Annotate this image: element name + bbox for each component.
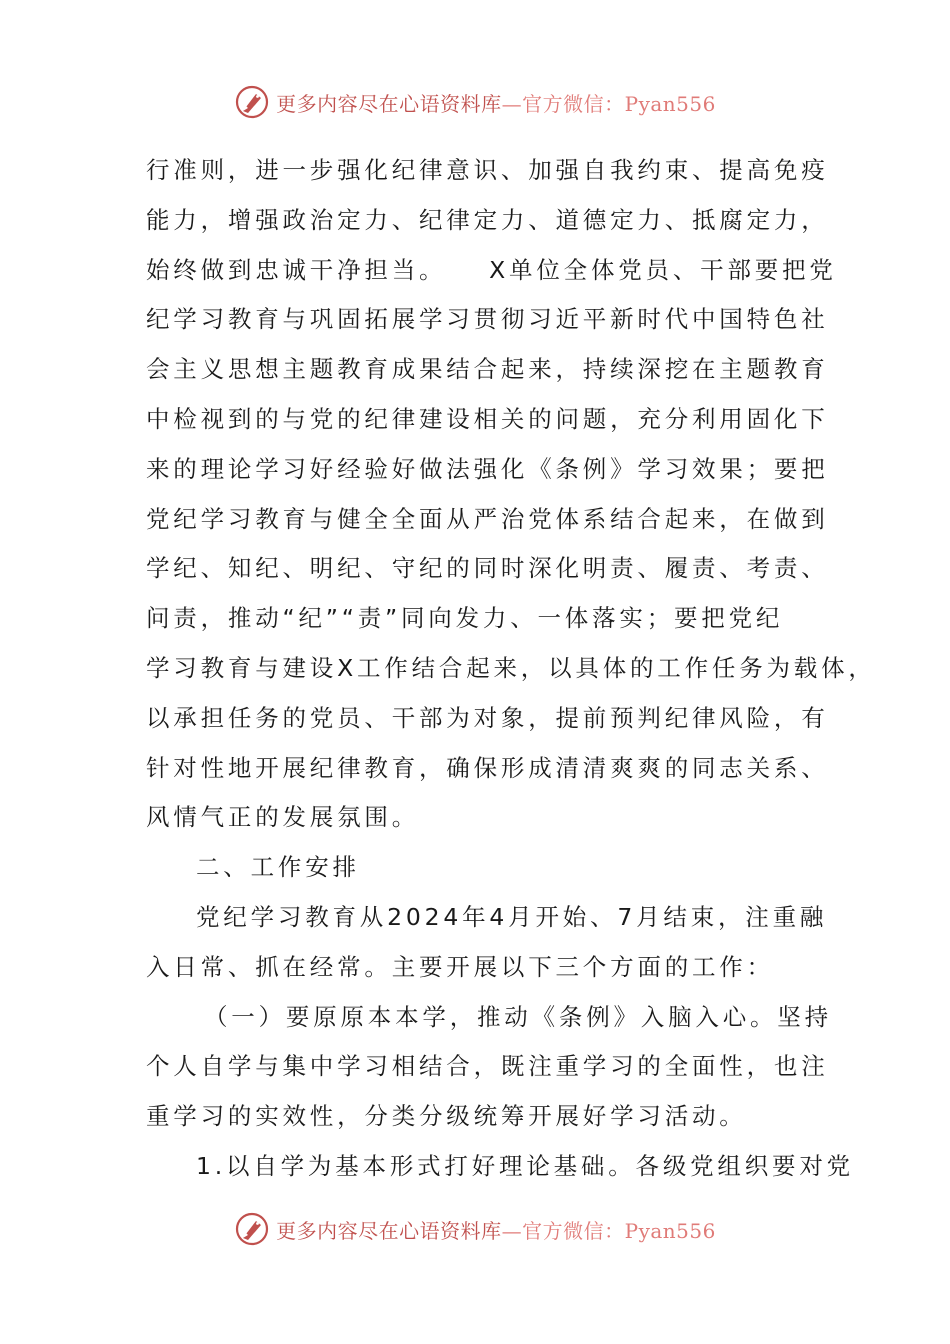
section-heading: 二、工作安排 — [196, 853, 360, 882]
body-line: 针对性地开展纪律教育，确保形成清清爽爽的同志关系、 — [146, 753, 829, 782]
numbered-item: 1.以自学为基本形式打好理论基础。各级党组织要对党 — [196, 1151, 854, 1180]
pen-nib-logo-icon — [234, 1211, 270, 1247]
body-line: 始终做到忠诚干净担当。 X单位全体党员、干部要把党 — [146, 255, 837, 284]
footer-watermark — [0, 1211, 950, 1247]
body-line: 来的理论学习好经验好做法强化《条例》学习效果；要把 — [146, 454, 829, 483]
pen-nib-logo-icon — [234, 84, 270, 120]
body-line: 会主义思想主题教育成果结合起来，持续深挖在主题教育 — [146, 355, 829, 384]
document-body — [146, 146, 876, 1192]
body-line: 学习教育与建设X工作结合起来，以具体的工作任务为载体， — [146, 653, 876, 682]
watermark-main-text: 更多内容尽在心语资料库 — [276, 91, 502, 116]
watermark-contact-text: —官方微信：Pyan556 — [501, 1218, 716, 1243]
body-line: 能力，增强政治定力、纪律定力、道德定力、抵腐定力， — [146, 205, 829, 234]
body-line: 个人自学与集中学习相结合，既注重学习的全面性，也注 — [146, 1052, 829, 1081]
body-line: 学纪、知纪、明纪、守纪的同时深化明责、履责、考责、 — [146, 554, 829, 583]
body-line: 中检视到的与党的纪律建设相关的问题，充分利用固化下 — [146, 404, 829, 433]
header-watermark — [0, 84, 950, 120]
body-line: 行准则，进一步强化纪律意识、加强自我约束、提高免疫 — [146, 156, 829, 184]
body-line: 入日常、抓在经常。主要开展以下三个方面的工作： — [146, 952, 774, 981]
body-line: 问责，推动“纪”“责”同向发力、一体落实；要把党纪 — [146, 604, 784, 633]
body-line: 纪学习教育与巩固拓展学习贯彻习近平新时代中国特色社 — [146, 305, 829, 334]
body-line: 以承担任务的党员、干部为对象，提前预判纪律风险，有 — [146, 703, 829, 732]
body-line: 党纪学习教育与健全全面从严治党体系结合起来，在做到 — [146, 504, 829, 533]
body-line: 重学习的实效性，分类分级统筹开展好学习活动。 — [146, 1102, 747, 1131]
watermark-main-text: 更多内容尽在心语资料库 — [276, 1218, 502, 1243]
watermark-contact-text: —官方微信：Pyan556 — [501, 91, 716, 116]
subsection-heading: （一）要原原本本学，推动《条例》入脑入心。坚持 — [204, 1002, 832, 1031]
body-line: 党纪学习教育从2024年4月开始、7月结束，注重融 — [196, 902, 828, 931]
body-line: 风情气正的发展氛围。 — [146, 803, 419, 832]
